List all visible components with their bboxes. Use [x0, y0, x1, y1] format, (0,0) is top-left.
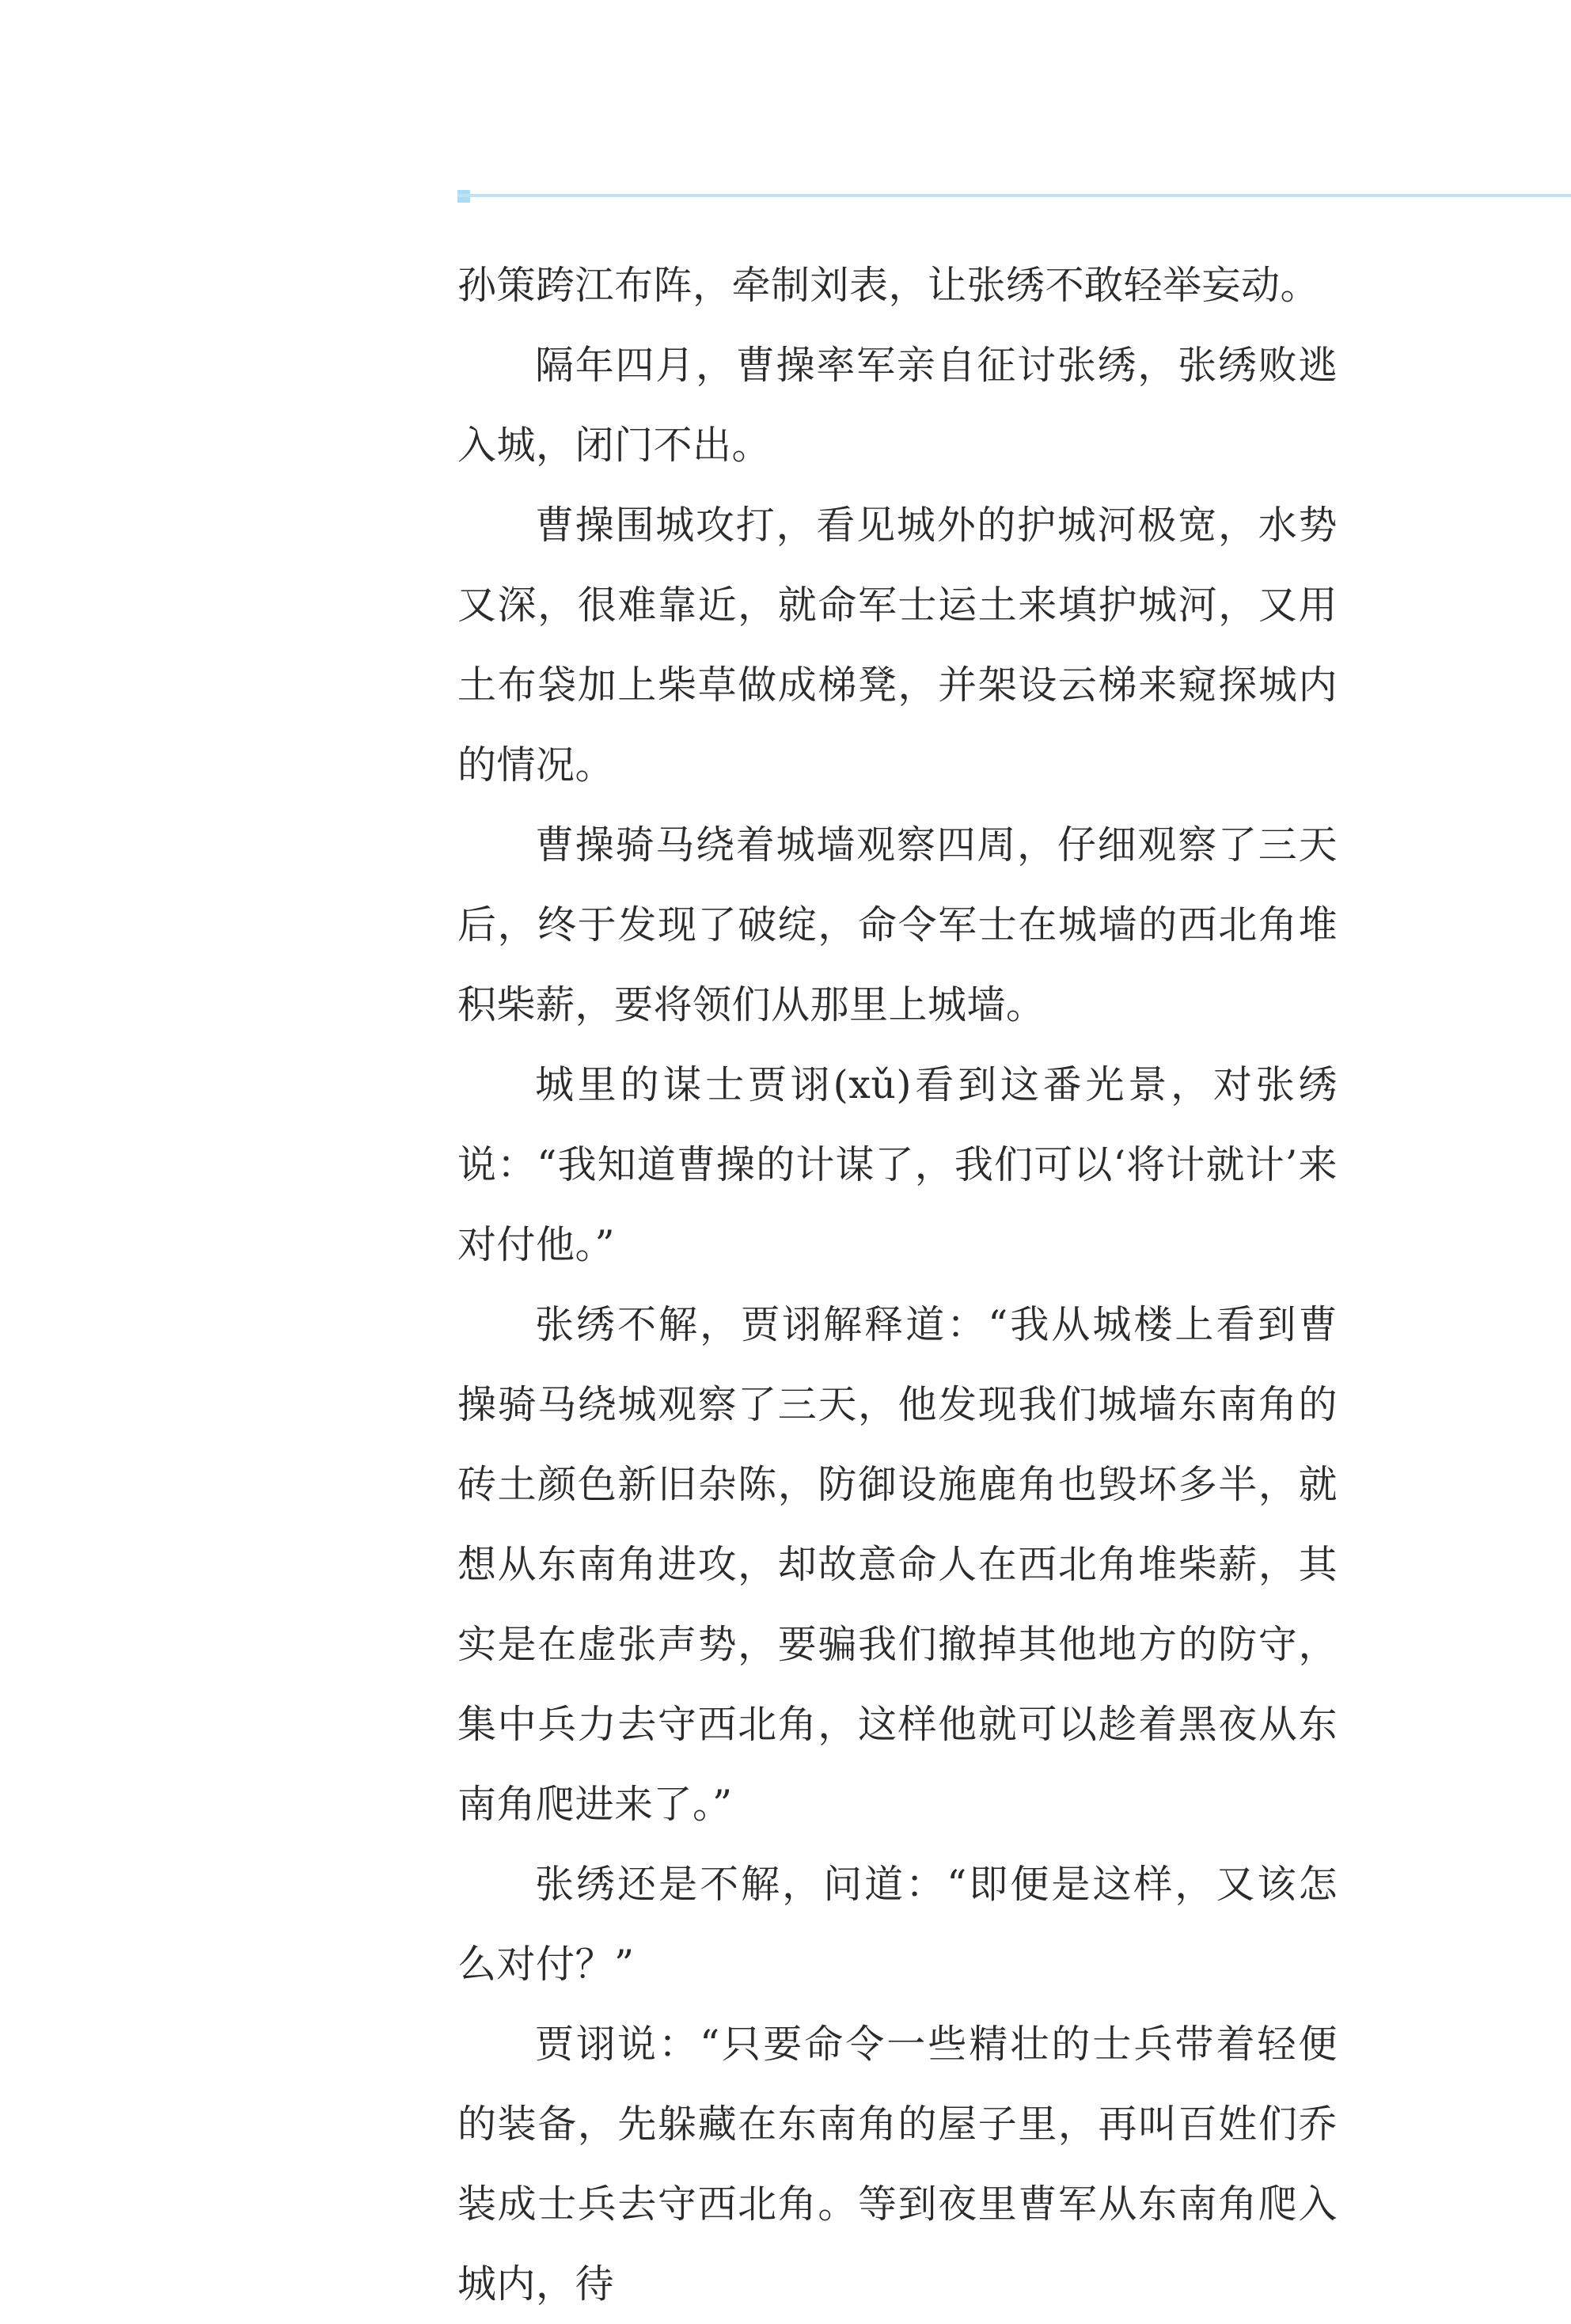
- page-body: [457, 245, 1338, 2324]
- paragraph: 曹操围城攻打，看见城外的护城河极宽，水势又深，很难靠近，就命军士运土来填护城河，又用土布袋加上柴草做成梯凳，并架设云梯来窥探城内的情况。: [457, 503, 1338, 788]
- paragraph: 张绣不解，贾诩解释道：“我从城楼上看到曹操骑马绕城观察了三天，他发现我们城墙东南角的砖土颜色新旧杂陈，防御设施鹿角也毁坏多半，就想从东南角进攻，却故意命人在西北角堆柴薪，其实是在虚张声势，要骗我们撤掉其他地方的防守，集中兵力去守西北角，这样他就可以趁着黑夜从东南角爬进来了。”: [457, 1302, 1338, 1827]
- paragraph: 曹操骑马绕着城墙观察四周，仔细观察了三天后，终于发现了破绽，命令军士在城墙的西北角堆积柴薪，要将领们从那里上城墙。: [457, 822, 1338, 1027]
- header-rule: [457, 194, 1571, 197]
- paragraph: 张绣还是不解，问道：“即便是这样，又该怎么对付？”: [457, 1862, 1338, 1987]
- paragraph: 贾诩说：“只要命令一些精壮的士兵带着轻便的装备，先躲藏在东南角的屋子里，再叫百姓们乔装成士兵去守西北角。等到夜里曹军从东南角爬入城内，待: [457, 2022, 1338, 2307]
- paragraph-continuation: 孙策跨江布阵，牵制刘表，让张绣不敢轻举妄动。: [457, 263, 1320, 308]
- paragraph: 城里的谋士贾诩(xǔ)看到这番光景，对张绣说：“我知道曹操的计谋了，我们可以‘将计就计’来对付他。”: [457, 1062, 1338, 1267]
- paragraph: 隔年四月，曹操率军亲自征讨张绣，张绣败逃入城，闭门不出。: [457, 343, 1338, 468]
